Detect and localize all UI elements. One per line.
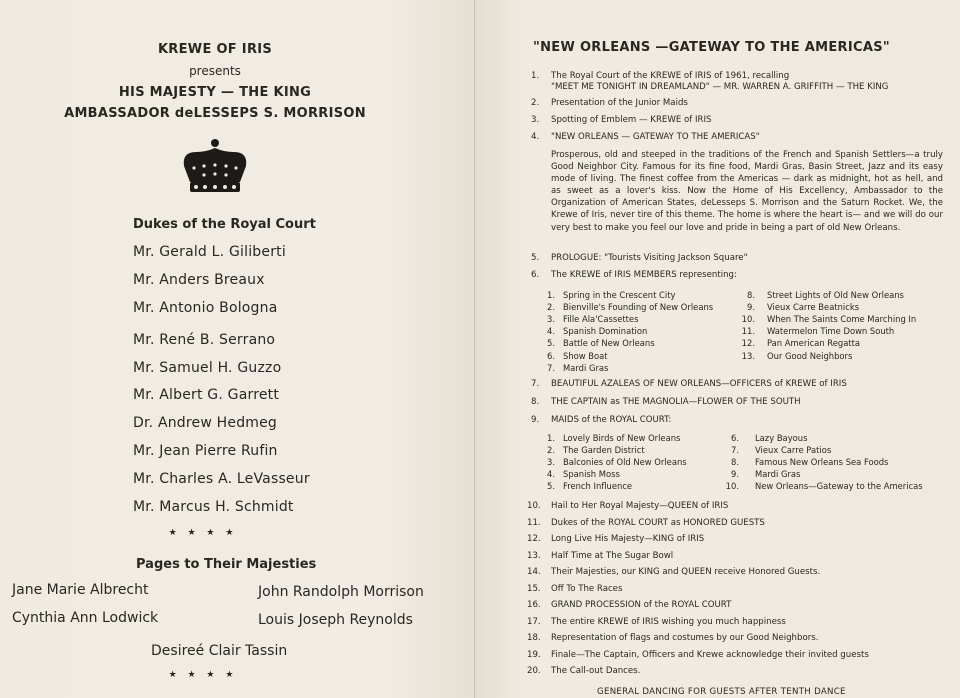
member-number: 7.: [547, 362, 555, 373]
duke-name: Mr. Anders Breaux: [133, 272, 265, 288]
duke-name: Mr. Gerald L. Giliberti: [133, 244, 286, 260]
maid-item: Lazy Bayous: [755, 433, 808, 443]
item-number: 19.: [527, 649, 541, 660]
member-item: Spring in the Crescent City: [563, 290, 676, 300]
item-text: Dukes of the ROYAL COURT as HONORED GUESTS: [551, 517, 765, 528]
item-text: "MEET ME TONIGHT IN DREAMLAND" — MR. WARREN A. GRIFFITH — THE KING: [551, 82, 889, 92]
member-number: 1.: [547, 290, 555, 300]
duke-name: Mr. Antonio Bologna: [133, 300, 278, 316]
item-text: The Royal Court of the KREWE of IRIS of 1961, recalling: [551, 71, 790, 81]
maid-number: 9.: [731, 469, 739, 480]
item-text: Hail to Her Royal Majesty—QUEEN of IRIS: [551, 501, 729, 511]
maid-item: Famous New Orleans Sea Foods: [755, 457, 889, 468]
maid-number: 6.: [731, 433, 739, 443]
item-text: GRAND PROCESSION of the ROYAL COURT: [551, 600, 732, 610]
item-text: Their Majesties, our KING and QUEEN receive Honored Guests.: [551, 567, 821, 577]
item-text: Long Live His Majesty—KING of IRIS: [551, 534, 705, 544]
item-text: PROLOGUE: "Tourists Visiting Jackson Square": [551, 253, 748, 263]
item-text: BEAUTIFUL AZALEAS OF NEW ORLEANS—OFFICERS of KREWE of IRIS: [551, 379, 847, 389]
item-number: 10.: [527, 501, 541, 511]
member-item: Street Lights of Old New Orleans: [767, 290, 904, 300]
duke-name: Mr. Charles A. LeVasseur: [133, 471, 310, 487]
item-text: Representation of flags and costumes by our Good Neighbors.: [551, 633, 819, 643]
item-number: 3.: [531, 115, 540, 125]
member-number: 4.: [547, 326, 555, 337]
member-number: 2.: [547, 302, 555, 313]
member-number: 9.: [747, 302, 755, 313]
member-item: Show Boat: [563, 350, 608, 361]
page-name: John Randolph Morrison: [258, 584, 424, 600]
king-line: HIS MAJESTY — THE KING: [118, 85, 312, 100]
page-name: Desireé Clair Tassin: [151, 643, 288, 659]
maid-item: Mardi Gras: [755, 469, 801, 480]
member-number: 5.: [547, 338, 555, 349]
maid-number: 10.: [725, 481, 739, 492]
theme-paragraph: Prosperous, old and steeped in the traditions of the French and Spanish Settlers—a truly Good Neighbor City. Famous for its fine food, Mardi Gras, Basin Street, Jazz and its easy mode of living. The finest coffee from the Americas — dark as midnight, hot as hell, and as sweet as a lover's kiss. Now the Home of His Excellency, Ambassador to the Organization of American States, deLesseps S. Morrison and the Saturn Rocket. We, the Krewe of Iris, never tire of this theme. The home is where the heart is— and we will do our very best to make you feel our love and pride in being a part of old New Orleans.: [551, 150, 943, 233]
item-text: MAIDS of the ROYAL COURT:: [551, 415, 672, 425]
item-number: 4.: [531, 132, 540, 142]
item-number: 2.: [531, 98, 540, 108]
item-number: 12.: [527, 534, 541, 544]
duke-name: Mr. Marcus H. Schmidt: [133, 499, 294, 515]
maid-item: Lovely Birds of New Orleans: [563, 433, 681, 443]
item-number: 16.: [527, 600, 541, 610]
item-text: Finale—The Captain, Officers and Krewe acknowledge their invited guests: [551, 649, 869, 660]
item-number: 15.: [527, 583, 541, 594]
item-number: 9.: [531, 415, 540, 425]
duke-name: Mr. Jean Pierre Rufin: [133, 443, 278, 459]
item-number: 7.: [531, 379, 540, 389]
item-number: 5.: [531, 253, 540, 263]
duke-name: Dr. Andrew Hedmeg: [133, 415, 278, 431]
item-number: 8.: [531, 397, 540, 407]
member-number: 3.: [547, 314, 555, 325]
maid-item: French Influence: [563, 481, 633, 492]
item-text: THE CAPTAIN as THE MAGNOLIA—FLOWER OF THE SOUTH: [551, 397, 801, 407]
member-item: Vieux Carre Beatnicks: [767, 302, 860, 313]
page-name: Cynthia Ann Lodwick: [12, 610, 159, 626]
item-number: 6.: [531, 270, 540, 280]
maid-item: Vieux Carre Patios: [755, 445, 832, 456]
maid-item: Spanish Moss: [563, 469, 620, 480]
item-number: 20.: [527, 666, 541, 676]
maid-item: New Orleans—Gateway to the Americas: [755, 481, 923, 492]
member-number: 6.: [547, 350, 555, 361]
maid-number: 8.: [731, 457, 739, 468]
page-name: Jane Marie Albrecht: [12, 582, 149, 598]
maid-number: 1.: [547, 433, 555, 443]
member-item: Pan American Regatta: [767, 338, 861, 349]
duke-name: Mr. Samuel H. Guzzo: [133, 360, 282, 376]
stars-divider: ★ ★ ★ ★: [168, 528, 238, 538]
pages-heading: Pages to Their Majesties: [136, 557, 317, 572]
member-number: 12.: [741, 338, 755, 349]
member-number: 8.: [747, 290, 755, 300]
item-text: The entire KREWE of IRIS wishing you much happiness: [551, 616, 786, 627]
item-text: The KREWE of IRIS MEMBERS representing:: [551, 270, 737, 280]
item-number: 18.: [527, 633, 541, 643]
item-text: Presentation of the Junior Maids: [551, 98, 688, 108]
member-number: 10.: [741, 314, 755, 325]
program-title: "NEW ORLEANS —GATEWAY TO THE AMERICAS": [533, 40, 890, 55]
maid-number: 3.: [547, 457, 555, 468]
item-text: The Call-out Dances.: [551, 666, 641, 676]
member-item: Watermelon Time Down South: [767, 326, 895, 337]
member-item: Mardi Gras: [563, 362, 609, 373]
item-number: 13.: [527, 550, 541, 561]
item-text: Spotting of Emblem — KREWE of IRIS: [551, 115, 712, 125]
presents-text: presents: [189, 64, 241, 78]
crown-icon: [178, 138, 252, 196]
maid-item: The Garden District: [563, 445, 645, 456]
krewe-title: KREWE OF IRIS: [157, 42, 273, 57]
item-text: Half Time at The Sugar Bowl: [551, 550, 674, 561]
item-number: 14.: [527, 567, 541, 577]
ambassador-line: AMBASSADOR deLESSEPS S. MORRISON: [64, 106, 366, 121]
duke-name: Mr. Albert G. Garrett: [133, 387, 280, 403]
item-number: 1.: [531, 71, 540, 81]
maid-number: 7.: [731, 445, 739, 456]
item-text: "NEW ORLEANS — GATEWAY TO THE AMERICAS": [551, 132, 760, 142]
member-item: Battle of New Orleans: [563, 338, 655, 349]
member-number: 13.: [741, 350, 755, 361]
duke-name: Mr. René B. Serrano: [133, 332, 276, 348]
left-page: [0, 0, 475, 698]
maid-number: 4.: [547, 469, 555, 480]
dukes-heading: Dukes of the Royal Court: [133, 217, 316, 232]
item-text: Off To The Races: [551, 583, 623, 594]
footer-note: GENERAL DANCING FOR GUESTS AFTER TENTH DANCE: [597, 687, 846, 697]
stars-divider: ★ ★ ★ ★: [168, 670, 238, 680]
item-number: 11.: [527, 517, 541, 528]
member-number: 11.: [741, 326, 755, 337]
maid-item: Balconies of Old New Orleans: [563, 457, 687, 468]
member-item: Spanish Domination: [563, 326, 648, 337]
item-number: 17.: [527, 616, 541, 627]
maid-number: 2.: [547, 445, 555, 456]
maid-number: 5.: [547, 481, 555, 492]
right-page: [475, 0, 960, 698]
member-item: When The Saints Come Marching In: [767, 314, 917, 325]
member-item: Bienville's Founding of New Orleans: [563, 302, 714, 313]
member-item: Fille Ala'Cassettes: [563, 314, 639, 325]
member-item: Our Good Neighbors: [767, 350, 853, 361]
page-name: Louis Joseph Reynolds: [258, 612, 413, 628]
